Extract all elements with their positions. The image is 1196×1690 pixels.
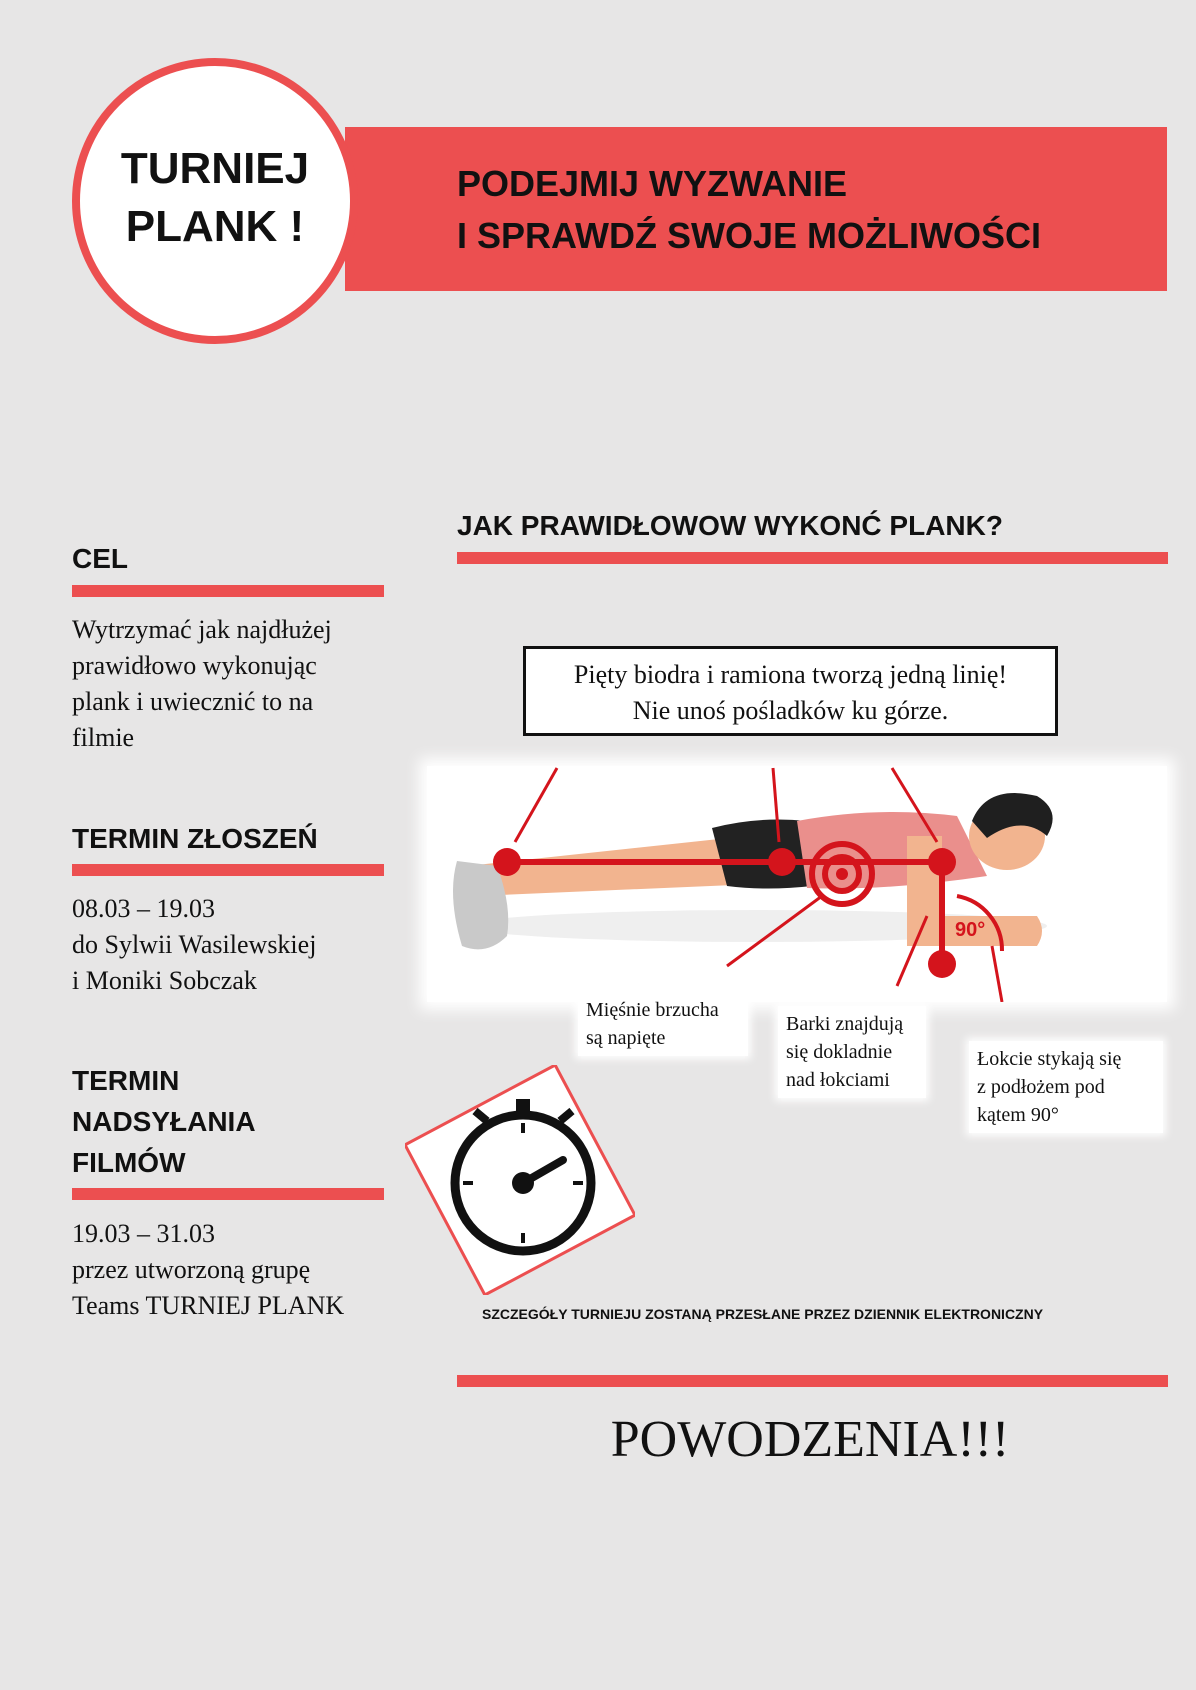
- alignment-callout: [523, 646, 1058, 736]
- title-line: TERMIN: [72, 1065, 180, 1096]
- heel-arrow: [515, 768, 557, 842]
- title-line: NADSYŁANIA: [72, 1106, 256, 1137]
- elbow-arrow: [992, 946, 1002, 1002]
- section-divider-nadsylanie: [72, 1188, 384, 1200]
- banner-line-1: PODEJMIJ WYZWANIE: [457, 163, 848, 204]
- text-line: i Moniki Sobczak: [72, 966, 257, 995]
- label-line: się dokladnie: [786, 1041, 893, 1063]
- howto-title: JAK PRAWIDŁOWOW WYKONĆ PLANK?: [457, 510, 1003, 541]
- page-title: [72, 140, 358, 256]
- label-line: Łokcie stykają się: [977, 1048, 1122, 1070]
- label-elbows: [969, 1041, 1163, 1133]
- banner-line-2: I SPRAWDŹ SWOJE MOŻLIWOŚCI: [457, 215, 1041, 256]
- elbow-dot: [928, 950, 956, 978]
- section-text-zgloszenia: [72, 891, 316, 999]
- banner-headline: [457, 158, 1041, 262]
- target-center: [836, 868, 848, 880]
- label-line: kątem 90°: [977, 1104, 1059, 1126]
- section-title-nadsylanie: [72, 1060, 256, 1183]
- text-line: filmie: [72, 723, 135, 752]
- label-line: są napięte: [586, 1027, 666, 1049]
- title-line-1: TURNIEJ: [120, 144, 310, 193]
- callout-line-1: Pięty biodra i ramiona tworzą jedną linię!: [573, 660, 1008, 689]
- text-line: prawidłowo wykonując: [72, 651, 317, 680]
- angle-label: 90°: [955, 919, 986, 941]
- stopwatch-icon: [405, 1065, 635, 1295]
- footer-divider: [457, 1375, 1168, 1387]
- good-luck-text: POWODZENIA!!!: [610, 1411, 1010, 1468]
- section-title-zgloszenia: TERMIN ZŁOSZEŃ: [72, 823, 318, 854]
- heel-dot: [493, 848, 521, 876]
- text-line: 08.03 – 19.03: [72, 894, 215, 923]
- label-shoulders: [778, 1006, 926, 1098]
- label-line: Mięśnie brzucha: [586, 999, 719, 1021]
- text-line: 19.03 – 31.03: [72, 1219, 215, 1248]
- text-line: przez utworzoną grupę: [72, 1255, 311, 1284]
- section-title-cel: CEL: [72, 543, 128, 574]
- stopwatch-badge: [405, 1065, 635, 1295]
- title-line: FILMÓW: [72, 1147, 186, 1178]
- text-line: Teams TURNIEJ PLANK: [72, 1291, 345, 1320]
- hip-dot: [768, 848, 796, 876]
- section-divider-zgloszenia: [72, 864, 384, 876]
- howto-divider: [457, 552, 1168, 564]
- plank-figure: [427, 766, 1167, 1002]
- label-line: nad łokciami: [786, 1069, 890, 1091]
- shorts-shape: [712, 820, 812, 889]
- shoulder-dot: [928, 848, 956, 876]
- callout-line-2: Nie unoś pośladków ku górze.: [632, 696, 949, 725]
- title-line-2: PLANK !: [125, 202, 305, 251]
- text-line: do Sylwii Wasilewskiej: [72, 930, 317, 959]
- label-abs: [578, 992, 748, 1056]
- label-line: Barki znajdują: [786, 1013, 904, 1035]
- details-note: SZCZEGÓŁY TURNIEJU ZOSTANĄ PRZESŁANE PRZEZ DZIENNIK ELEKTRONICZNY: [482, 1306, 1044, 1322]
- plank-illustration: [427, 766, 1167, 1002]
- text-line: plank i uwiecznić to na: [72, 687, 314, 716]
- text-line: Wytrzymać jak najdłużej: [72, 615, 332, 644]
- section-text-nadsylanie: [72, 1216, 344, 1324]
- section-text-cel: [72, 612, 332, 756]
- section-divider-cel: [72, 585, 384, 597]
- label-line: z podłożem pod: [977, 1076, 1105, 1098]
